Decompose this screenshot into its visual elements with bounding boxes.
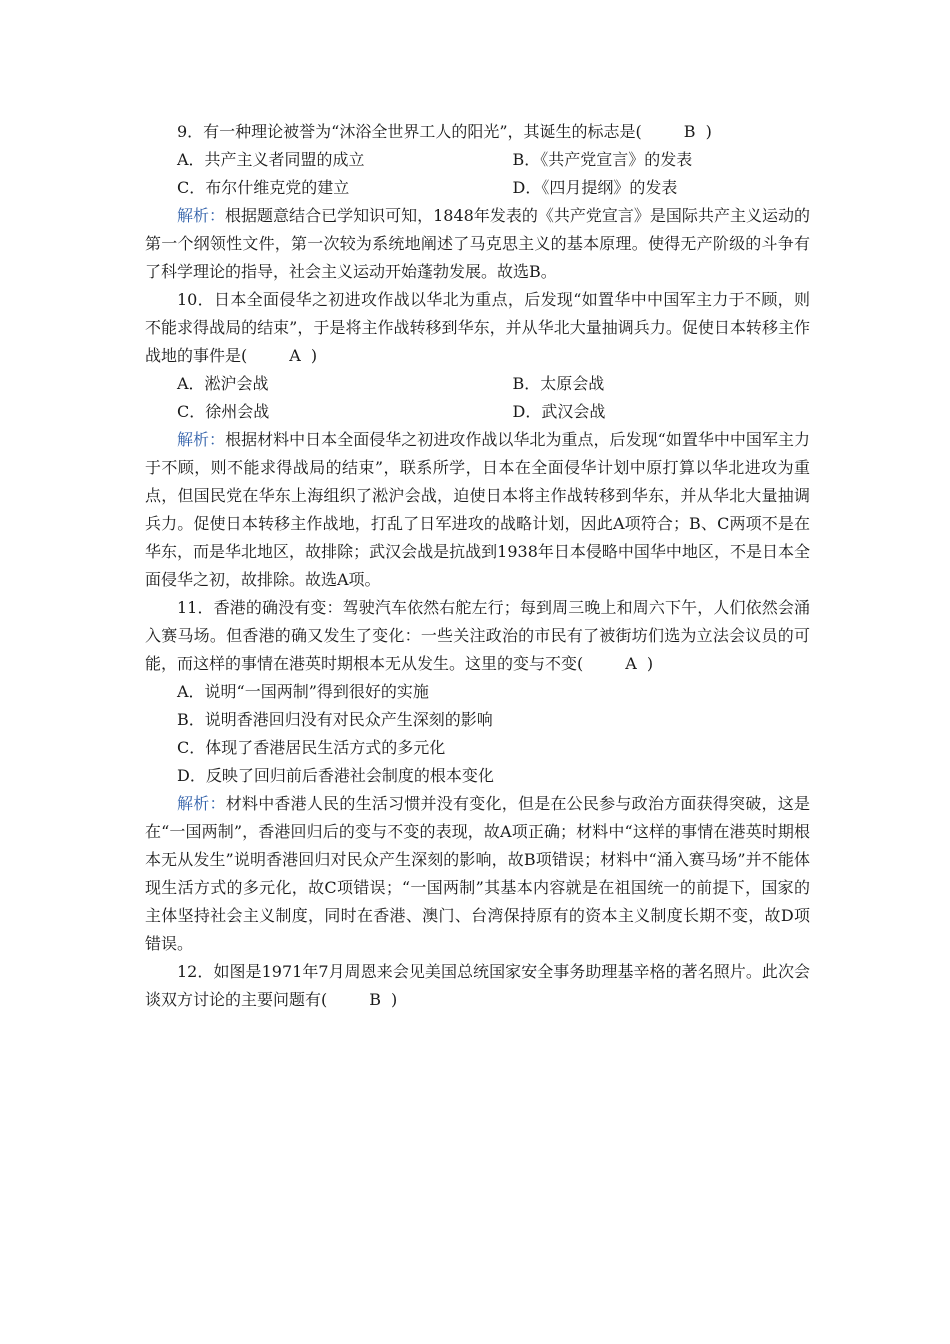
explanation-label: 解析： [177, 206, 226, 225]
question-10-answer: A [289, 346, 301, 365]
question-11-option-a: A．说明“一国两制”得到很好的实施 [177, 682, 429, 701]
question-10-option-b: B．太原会战 [512, 374, 605, 393]
question-11-explanation: 解析：材料中香港人民的生活习惯并没有变化，但是在公民参与政治方面获得突破，这是在“一国两制”，香港回归后的变与不变的表现，故A项正确；材料中“这样的事情在港英时期根本无从发生”说明香港回归对民众产生深刻的影响，故B项错误；材料中“涌入赛马场”并不能体现生活方式的多元化，故C项错误；“一国两制”其基本内容就是在祖国统一的前提下，国家的主体坚持社会主义制度，同时在香港、澳门、台湾保持原有的资本主义制度长期不变，故D项错误。 [145, 794, 810, 953]
question-11-stem: 11．香港的确没有变：驾驶汽车依然右舵左行；每到周三晚上和周六下午，人们依然会涌入赛马场。但香港的确又发生了变化：一些关注政治的市民有了被街坊们选为立法会议员的可能，而这样的事情在港英时期根本无从发生。这里的变与不变( A ) [145, 594, 810, 678]
question-10-options-row-1 [145, 370, 810, 398]
question-9-options-row-1 [145, 146, 810, 174]
question-10-stem: 10．日本全面侵华之初进攻作战以华北为重点，后发现“如置华中中国军主力于不顾，则不能求得战局的结束”，于是将主作战转移到华东，并从华北大量抽调兵力。促使日本转移主作战地的事件是( A ) [145, 286, 810, 370]
question-9-explanation: 解析：根据题意结合已学知识可知，1848年发表的《共产党宣言》是国际共产主义运动的第一个纲领性文件，第一次较为系统地阐述了马克思主义的基本原理。使得无产阶级的斗争有了科学理论的指导，社会主义运动开始蓬勃发展。故选B。 [145, 206, 810, 281]
question-11-option-c: C．体现了香港居民生活方式的多元化 [177, 738, 446, 757]
question-9-option-d: D．《四月提纲》的发表 [512, 178, 678, 197]
question-10-option-d: D．武汉会战 [512, 402, 606, 421]
question-11-option-d: D．反映了回归前后香港社会制度的根本变化 [177, 766, 494, 785]
question-9-option-a: A．共产主义者同盟的成立 [177, 150, 365, 169]
question-12-stem: 12．如图是1971年7月周恩来会见美国总统国家安全事务助理基辛格的著名照片。此次会谈双方讨论的主要问题有( B ) [145, 958, 810, 1014]
question-9-stem: 9．有一种理论被誉为“沐浴全世界工人的阳光”，其诞生的标志是( B ) [145, 118, 810, 146]
question-9-answer: B [683, 122, 696, 141]
explanation-label: 解析： [177, 794, 226, 813]
question-11-answer: A [625, 654, 637, 673]
explanation-label: 解析： [177, 430, 226, 449]
question-9-option-b: B．《共产党宣言》的发表 [512, 150, 693, 169]
question-12-answer: B [369, 990, 382, 1009]
question-10-option-a: A．淞沪会战 [177, 374, 269, 393]
question-9-options-row-2 [145, 174, 810, 202]
question-9-option-c: C．布尔什维克党的建立 [177, 178, 350, 197]
document-page [145, 118, 810, 1014]
question-11-option-b: B．说明香港回归没有对民众产生深刻的影响 [177, 710, 493, 729]
question-10-option-c: C．徐州会战 [177, 402, 270, 421]
question-10-options-row-2 [145, 398, 810, 426]
question-10-explanation: 解析：根据材料中日本全面侵华之初进攻作战以华北为重点，后发现“如置华中中国军主力于不顾，则不能求得战局的结束”，联系所学，日本在全面侵华计划中原打算以华北进攻为重点，但国民党在华东上海组织了淞沪会战，迫使日本将主作战转移到华东，并从华北大量抽调兵力。促使日本转移主作战地，打乱了日军进攻的战略计划，因此A项符合；B、C两项不是在华东，而是华北地区，故排除；武汉会战是抗战到1938年日本侵略中国华中地区，不是日本全面侵华之初，故排除。故选A项。 [145, 430, 810, 589]
